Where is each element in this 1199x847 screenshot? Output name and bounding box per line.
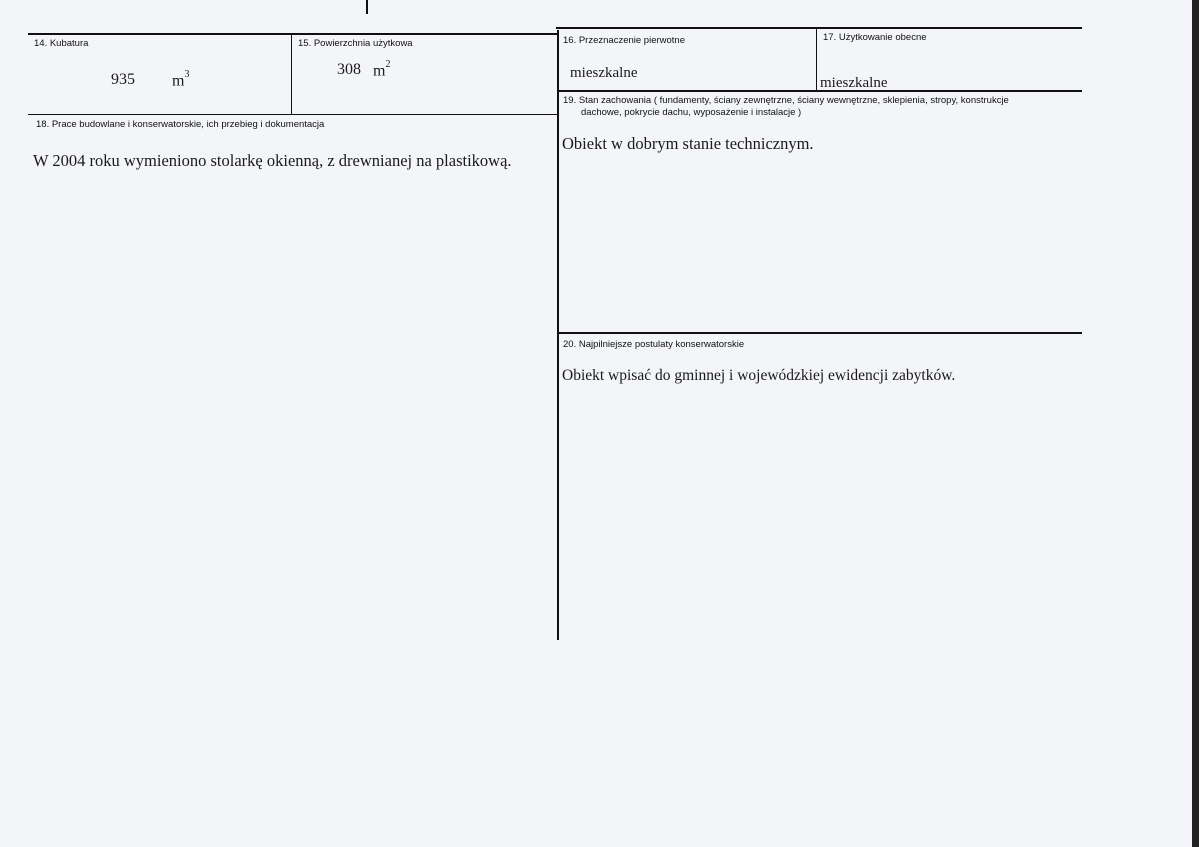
postulaty-label: 20. Najpilniejsze postulaty konserwatorskie (563, 339, 745, 350)
separator-20 (558, 332, 1082, 334)
kubatura-unit (172, 71, 189, 90)
powierzchnia-unit (373, 61, 390, 80)
kubatura-label: 14. Kubatura (34, 38, 89, 49)
main-vertical-divider (557, 30, 559, 640)
top-border-left (28, 33, 558, 35)
stan-value: Obiekt w dobrym stanie technicznym. (562, 134, 814, 153)
przeznaczenie-value: mieszkalne (570, 65, 638, 81)
scan-edge (1192, 0, 1199, 847)
top-tick (366, 0, 368, 14)
powierzchnia-label: 15. Powierzchnia użytkowa (298, 38, 413, 49)
kubatura-unit-exponent: 3 (184, 69, 190, 80)
uzytkowanie-label: 17. Użytkowanie obecne (823, 32, 927, 43)
stan-label-line1: 19. Stan zachowania ( fundamenty, ściany zewnętrzne, ściany wewnętrzne, sklepienia, stropy, konstrukcje (563, 95, 1009, 106)
powierzchnia-unit-base: m (373, 62, 386, 80)
postulaty-value: Obiekt wpisać do gminnej i wojewódzkiej ewidencji zabytków. (562, 367, 956, 384)
prace-label: 18. Prace budowlane i konserwatorskie, ich przebieg i dokumentacja (36, 119, 325, 130)
kubatura-unit-base: m (172, 72, 185, 90)
divider-16-17 (816, 29, 817, 91)
powierzchnia-value: 308 (337, 61, 361, 78)
przeznaczenie-label: 16. Przeznaczenie pierwotne (563, 35, 685, 46)
stan-label-line2: dachowe, pokrycie dachu, wyposażenie i instalacje ) (581, 107, 802, 118)
separator-18 (28, 114, 558, 115)
top-border-right (556, 27, 1082, 29)
kubatura-value: 935 (111, 71, 135, 88)
uzytkowanie-value: mieszkalne (820, 75, 888, 91)
powierzchnia-unit-exponent: 2 (385, 59, 391, 70)
prace-value: W 2004 roku wymieniono stolarkę okienną, z drewnianej na plastikową. (33, 151, 512, 170)
divider-14-15 (291, 34, 292, 115)
